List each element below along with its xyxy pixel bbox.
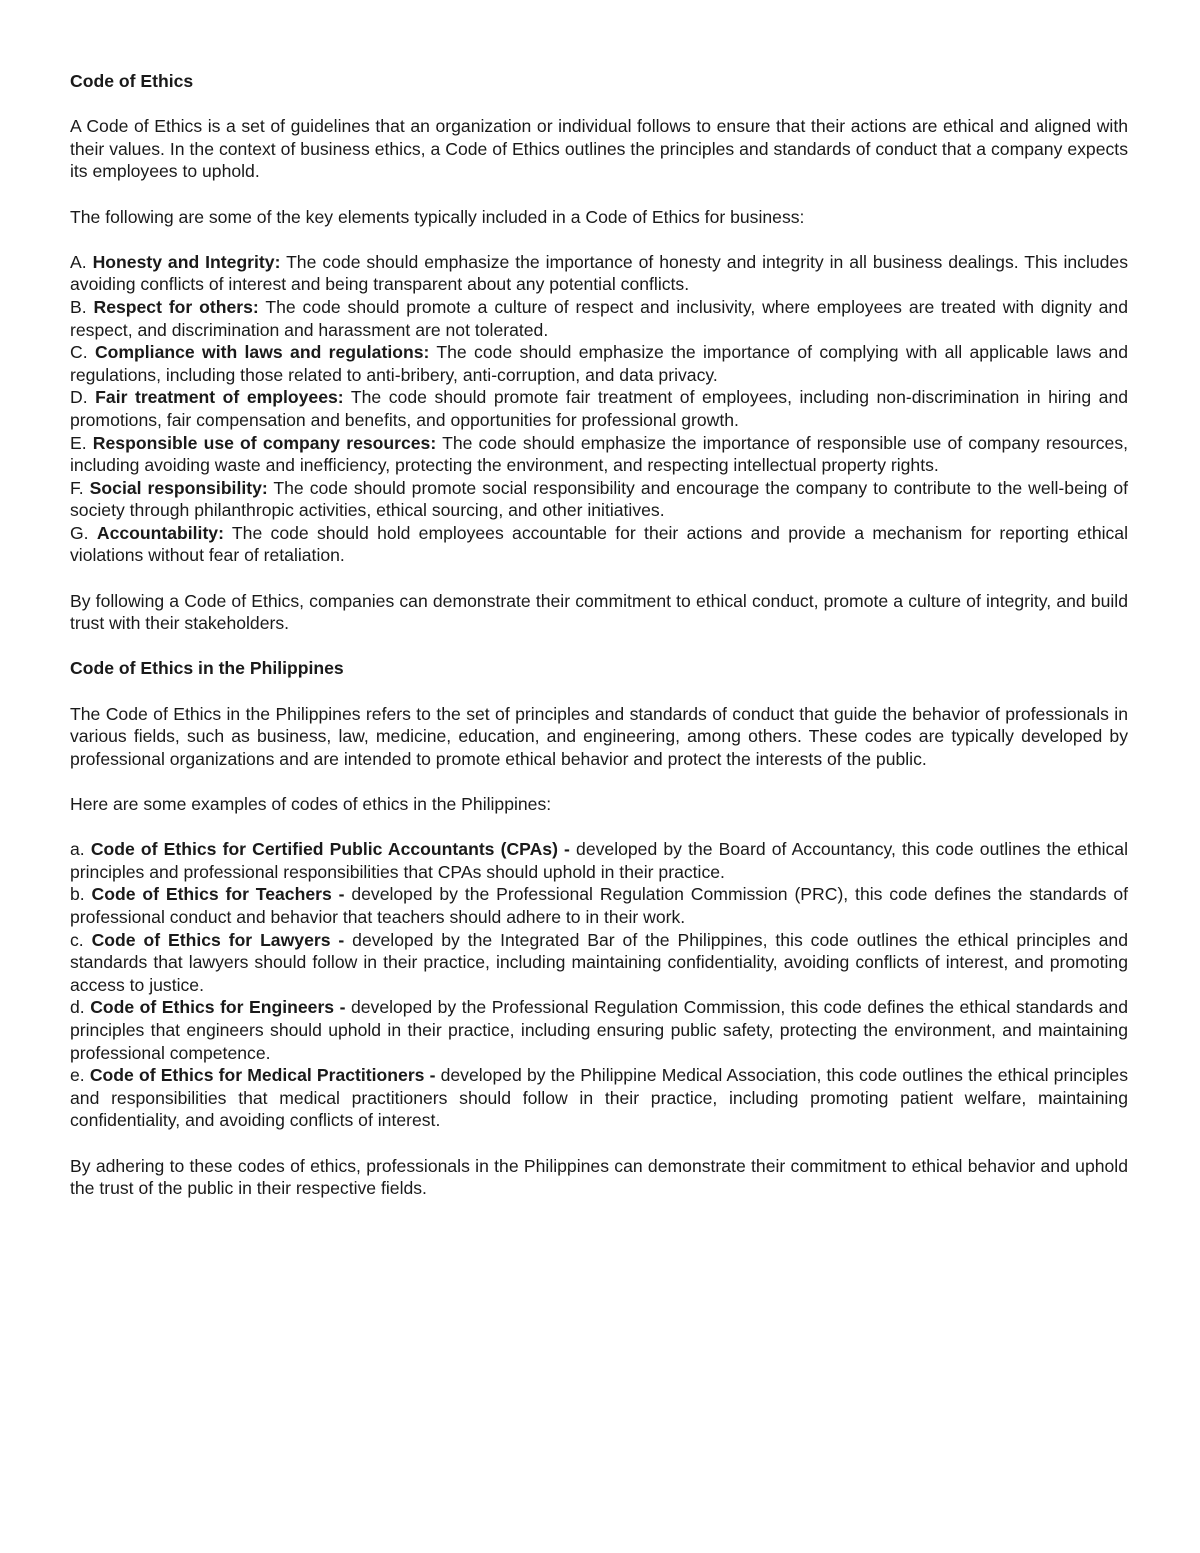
item-term: Code of Ethics for Lawyers - <box>91 929 345 950</box>
examples-list <box>70 838 1128 1132</box>
item-text: developed by the Professional Regulation Commission, this code defines the ethical standards and principles that engineers should uphold in their practice, including ensuring public safety, protecting the environment, and maintaining professional competence. <box>70 997 1128 1063</box>
item-text: The code should hold employees accountable for their actions and provide a mechanism for reporting ethical violations without fear of retaliation. <box>70 522 1128 566</box>
intro-paragraph: A Code of Ethics is a set of guidelines that an organization or individual follows to ensure that their actions are ethical and aligned with their values. In the context of business ethics, a Code of Ethics outlines the principles and standards of conduct that a company expects its employees to uphold. <box>70 116 1128 182</box>
spacer <box>70 816 1128 839</box>
list-item <box>70 522 1128 567</box>
lead-paragraph: Here are some examples of codes of ethics in the Philippines: <box>70 794 552 814</box>
document-page <box>70 70 1128 1200</box>
item-marker: e. <box>70 1065 90 1086</box>
item-term: Responsible use of company resources: <box>92 432 437 453</box>
key-elements-list <box>70 251 1128 567</box>
item-text: The code should promote fair treatment of employees, including non-discrimination in hiring and promotions, fair compensation and benefits, and opportunities for professional growth. <box>70 387 1129 430</box>
item-term: Code of Ethics for Medical Practitioners - <box>89 1065 436 1086</box>
list-item <box>70 432 1128 477</box>
closing-paragraph: By adhering to these codes of ethics, professionals in the Philippines can demonstrate their commitment to ethical behavior and uphold the trust of the public in their respective fields. <box>70 1155 1128 1199</box>
spacer <box>70 770 1128 793</box>
item-term: Code of Ethics for Engineers - <box>90 997 346 1018</box>
item-text: developed by the Board of Accountancy, this code outlines the ethical principles and professional responsibilities that CPAs should uphold in their practice. <box>70 839 1129 882</box>
list-item <box>70 883 1128 928</box>
item-text: The code should emphasize the importance of responsible use of company resources, including avoiding waste and inefficiency, protecting the environment, and respecting intellectual property rights. <box>70 432 1129 476</box>
item-term: Compliance with laws and regulations: <box>94 342 430 363</box>
spacer <box>70 567 1128 590</box>
spacer <box>70 635 1128 658</box>
item-marker: C. <box>70 342 95 363</box>
spacer <box>70 183 1128 206</box>
item-text: developed by the Professional Regulation Commission (PRC), this code defines the standards of professional conduct and behavior that teachers should adhere to in their work. <box>70 884 1128 927</box>
item-text: The code should promote social responsibility and encourage the company to contribute to the well-being of society through philanthropic activities, ethical sourcing, and other initiatives. <box>70 477 1128 521</box>
list-item <box>70 341 1128 386</box>
item-text: The code should emphasize the importance of honesty and integrity in all business dealings. This includes avoiding conflicts of interest and being transparent about any potential conflicts. <box>70 251 1129 295</box>
intro-paragraph: The Code of Ethics in the Philippines refers to the set of principles and standards of conduct that guide the behavior of professionals in various fields, such as business, law, medicine, education, and engineering, among others. These codes are typically developed by professional organizations and are intended to promote ethical behavior and protect the interests of the public. <box>70 703 1128 769</box>
list-item <box>70 386 1128 431</box>
list-item <box>70 838 1128 883</box>
item-marker: a. <box>70 839 91 860</box>
list-item <box>70 996 1128 1064</box>
section-title-code-of-ethics: Code of Ethics <box>70 71 194 91</box>
item-text: developed by the Integrated Bar of the Philippines, this code outlines the ethical principles and standards that lawyers should follow in their practice, including maintaining confidentiality, avoiding conflicts of interest, and promoting access to justice. <box>70 929 1128 995</box>
spacer <box>70 228 1128 251</box>
spacer <box>70 1132 1128 1155</box>
item-term: Code of Ethics for Teachers - <box>91 884 345 905</box>
list-item <box>70 251 1128 296</box>
item-term: Fair treatment of employees: <box>95 387 344 408</box>
item-term: Accountability: <box>96 522 224 543</box>
list-item <box>70 929 1128 997</box>
list-item <box>70 296 1128 341</box>
item-marker: G. <box>70 522 97 543</box>
item-text: developed by the Philippine Medical Association, this code outlines the ethical principles and responsibilities that medical practitioners should follow in their practice, including promoting patient welfare, maintaining confidentiality, and avoiding conflicts of interest. <box>70 1065 1129 1131</box>
lead-paragraph: The following are some of the key elements typically included in a Code of Ethics for business: <box>70 206 805 227</box>
item-marker: F. <box>70 477 90 498</box>
spacer <box>70 680 1128 703</box>
item-marker: c. <box>70 929 92 950</box>
item-text: The code should emphasize the importance of complying with all applicable laws and regulations, including those related to anti-bribery, anti-corruption, and data privacy. <box>70 342 1129 385</box>
item-marker: d. <box>70 997 91 1018</box>
item-marker: E. <box>70 432 93 453</box>
item-marker: B. <box>70 296 94 317</box>
closing-paragraph: By following a Code of Ethics, companies can demonstrate their commitment to ethical conduct, promote a culture of integrity, and build trust with their stakeholders. <box>70 590 1128 634</box>
item-text: The code should promote a culture of respect and inclusivity, where employees are treated with dignity and respect, and discrimination and harassment are not tolerated. <box>70 296 1129 340</box>
item-term: Respect for others: <box>93 296 259 317</box>
list-item <box>70 1064 1128 1132</box>
item-term: Code of Ethics for Certified Public Accountants (CPAs) - <box>90 839 570 860</box>
item-marker: b. <box>70 884 92 905</box>
item-marker: A. <box>70 251 93 272</box>
item-marker: D. <box>70 387 96 408</box>
item-term: Social responsibility: <box>89 477 268 498</box>
item-term: Honesty and Integrity: <box>92 251 281 272</box>
spacer <box>70 93 1128 116</box>
section-title-philippines: Code of Ethics in the Philippines <box>70 658 344 679</box>
list-item <box>70 477 1128 522</box>
